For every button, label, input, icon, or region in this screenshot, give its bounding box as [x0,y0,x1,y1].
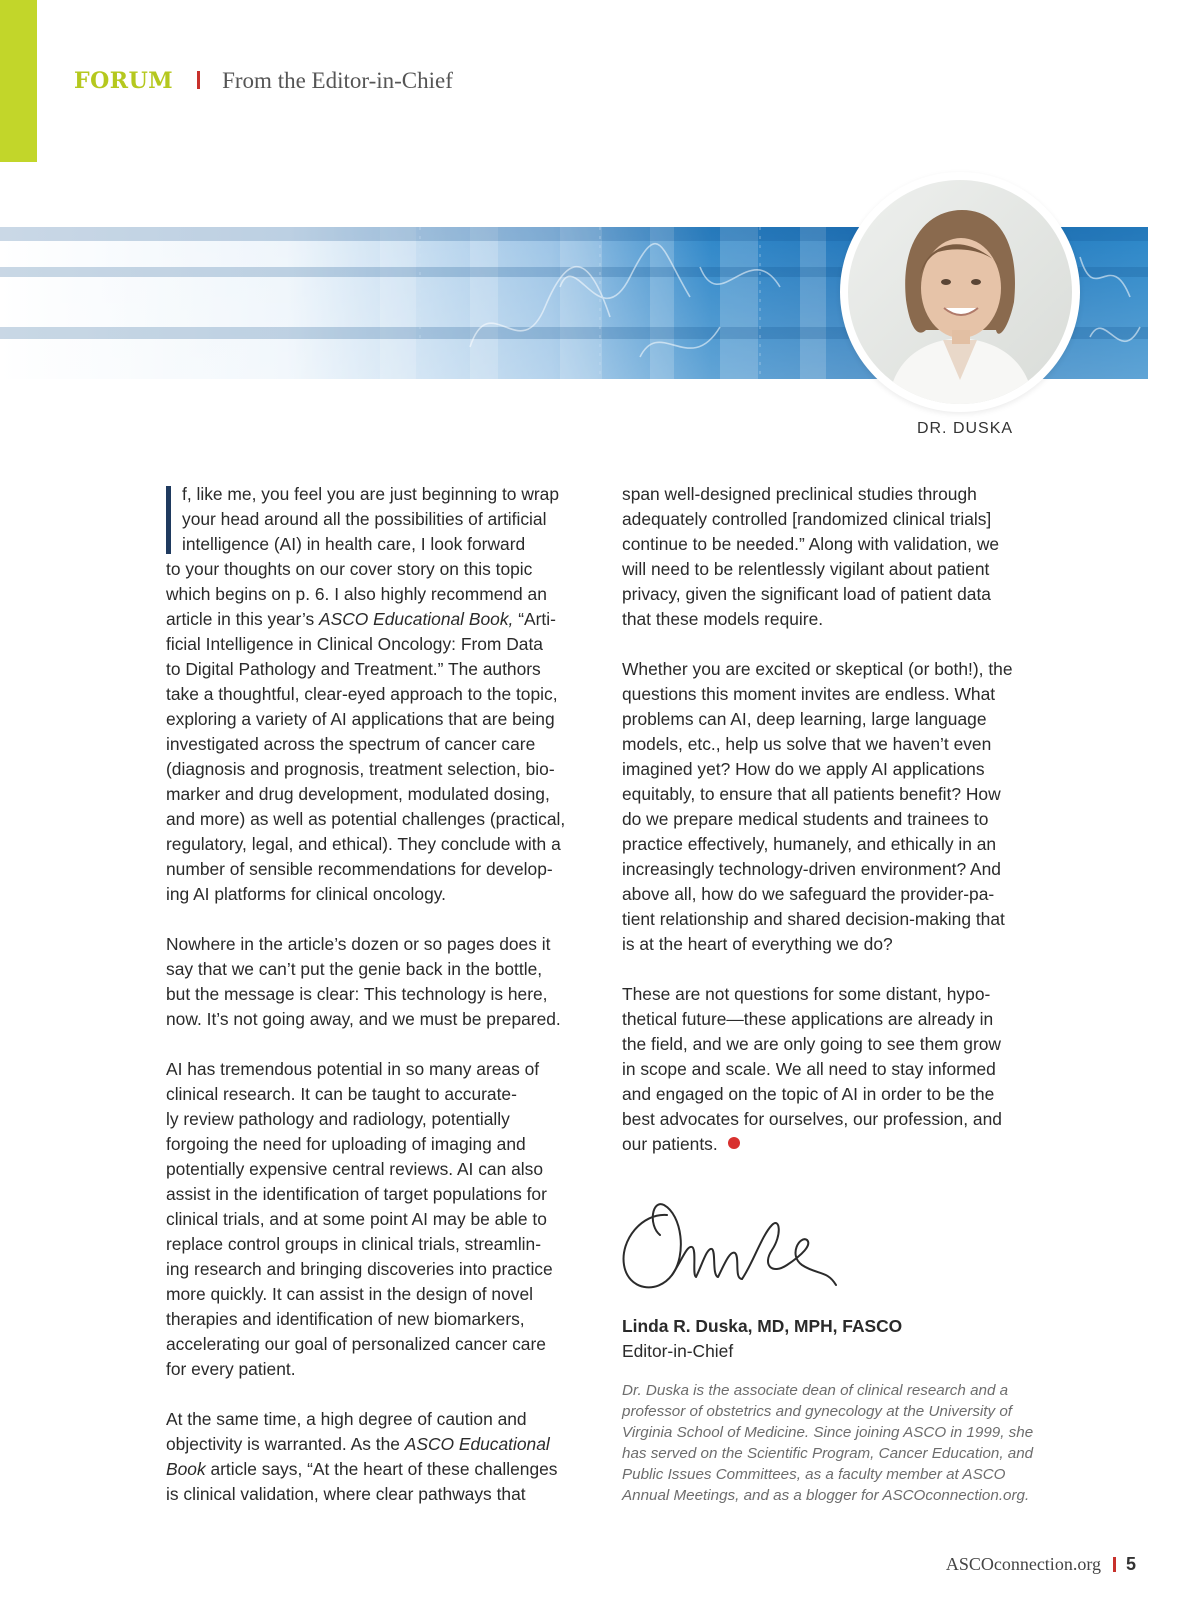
text-line: and more) as well as potential challenges (practical, [166,809,566,829]
text-line: but the message is clear: This technology is here, [166,984,548,1004]
text-line: which begins on p. 6. I also highly recommend an [166,584,547,604]
text-line: marker and drug development, modulated dosing, [166,784,550,804]
text-line: will need to be relentlessly vigilant about patient [622,559,990,579]
text-line: assist in the identification of target populations for [166,1184,547,1204]
text-line: questions this moment invites are endless. What [622,684,996,704]
text-line: best advocates for ourselves, our profession, and [622,1109,1002,1129]
text-line: intelligence (AI) in health care, I look forward [182,534,526,554]
text-line: At the same time, a high degree of caution and [166,1409,527,1429]
text-line: models, etc., help us solve that we haven’t even [622,734,992,754]
footer-separator [1113,1557,1116,1572]
text-line: Nowhere in the article’s dozen or so pages does it [166,934,551,954]
text-line: clinical research. It can be taught to accurate- [166,1084,517,1104]
text-line: practice effectively, humanely, and ethically in an [622,834,997,854]
left-column [166,482,596,1532]
text-line: more quickly. It can assist in the design of novel [166,1284,533,1304]
portrait-icon [848,180,1072,404]
text-line: clinical trials, and at some point AI may be able to [166,1209,547,1229]
text-line: accelerating our goal of personalized cancer care [166,1334,546,1354]
text-line: take a thoughtful, clear-eyed approach to the topic, [166,684,558,704]
text-line: say that we can’t put the genie back in the bottle, [166,959,543,979]
text-line: (diagnosis and prognosis, treatment selection, bio- [166,759,555,779]
text-line: ly review pathology and radiology, potentially [166,1109,510,1129]
text-line: ing research and bringing discoveries into practice [166,1259,553,1279]
text-line: potentially expensive central reviews. AI can also [166,1159,543,1179]
text-line: imagined yet? How do we apply AI applications [622,759,985,779]
portrait-caption: DR. DUSKA [916,420,1014,437]
section-title: From the Editor-in-Chief [222,68,453,93]
text-line: increasingly technology-driven environment? And [622,859,1001,879]
text-line: thetical future—these applications are already in [622,1009,994,1029]
paragraph [166,482,596,907]
text-line: investigated across the spectrum of cancer care [166,734,536,754]
text-line: span well-designed preclinical studies through [622,484,977,504]
text-line: and engaged on the topic of AI in order to be the [622,1084,995,1104]
text-line: is clinical validation, where clear pathways that [166,1484,526,1504]
author-name: Linda R. Duska, MD, MPH, FASCO [622,1316,903,1336]
text-line: objectivity is warranted. As the ASCO Educational [166,1434,550,1454]
text-line: number of sensible recommendations for develop- [166,859,553,879]
text-line: exploring a variety of AI applications that are being [166,709,555,729]
text-line: Annual Meetings, and as a blogger for ASCOconnection.org. [622,1487,1030,1504]
text-line: problems can AI, deep learning, large language [622,709,987,729]
author-bio [622,1380,1072,1506]
text-line: continue to be needed.” Along with validation, we [622,534,1000,554]
text-line: regulatory, legal, and ethical). They conclude with a [166,834,561,854]
paragraph [622,982,1050,1157]
text-line: has served on the Scientific Program, Cancer Education, and [622,1445,1034,1462]
page-number: 5 [1125,1554,1136,1574]
text-line: Whether you are excited or skeptical (or both!), the [622,659,1013,679]
footer-url: ASCOconnection.org [945,1554,1101,1574]
text-line: the field, and we are only going to see them grow [622,1034,1001,1054]
text-line: tient relationship and shared decision-making that [622,909,1005,929]
paragraph [166,1057,596,1382]
text-line: our patients. [622,1132,1050,1157]
text-line: above all, how do we safeguard the provider-pa- [622,884,995,904]
text-line: equitably, to ensure that all patients benefit? How [622,784,1001,804]
dropcap-bar [166,486,171,554]
right-column [622,482,1050,1182]
paragraph [166,1407,596,1507]
text-line: professor of obstetrics and gynecology at the University of [622,1403,1013,1420]
text-line: article in this year’s ASCO Educational Book, “Arti- [166,609,556,629]
handwritten-signature [612,1195,852,1305]
end-mark-icon [728,1137,740,1149]
text-line: Public Issues Committees, as a faculty member at ASCO [622,1466,1006,1483]
text-line: Book article says, “At the heart of these challenges [166,1459,558,1479]
text-line: is at the heart of everything we do? [622,934,893,954]
text-line: to your thoughts on our cover story on this topic [166,559,533,579]
text-line: to Digital Pathology and Treatment.” The authors [166,659,541,679]
text-line: your head around all the possibilities of artificial [182,509,547,529]
text-line: ficial Intelligence in Clinical Oncology: From Data [166,634,543,654]
text-line: f, like me, you feel you are just beginning to wrap [182,484,560,504]
text-line: do we prepare medical students and trainees to [622,809,989,829]
paragraph [622,657,1050,957]
text-line: These are not questions for some distant, hypo- [622,984,991,1004]
signature-icon [612,1195,852,1310]
text-line: ing AI platforms for clinical oncology. [166,884,446,904]
accent-bar [0,0,37,162]
text-line: now. It’s not going away, and we must be prepared. [166,1009,561,1029]
text-line: AI has tremendous potential in so many areas of [166,1059,540,1079]
paragraph [166,932,596,1032]
text-line: forgoing the need for uploading of imaging and [166,1134,526,1154]
text-line: for every patient. [166,1359,296,1379]
text-line: privacy, given the significant load of patient data [622,584,991,604]
text-line: in scope and scale. We all need to stay informed [622,1059,996,1079]
page-header [74,68,453,94]
portrait-photo [840,172,1080,412]
text-line: therapies and identification of new biomarkers, [166,1309,525,1329]
text-line: replace control groups in clinical trials, streamlin- [166,1234,542,1254]
text-line: Dr. Duska is the associate dean of clinical research and a [622,1382,1009,1399]
header-separator [197,71,200,89]
text-line: adequately controlled [randomized clinical trials] [622,509,992,529]
text-line: that these models require. [622,609,824,629]
page-footer [946,1554,1136,1575]
paragraph [622,482,1050,632]
section-label: FORUM [74,68,174,94]
text-line: Virginia School of Medicine. Since joining ASCO in 1999, she [622,1424,1034,1441]
author-role: Editor-in-Chief [622,1341,734,1361]
